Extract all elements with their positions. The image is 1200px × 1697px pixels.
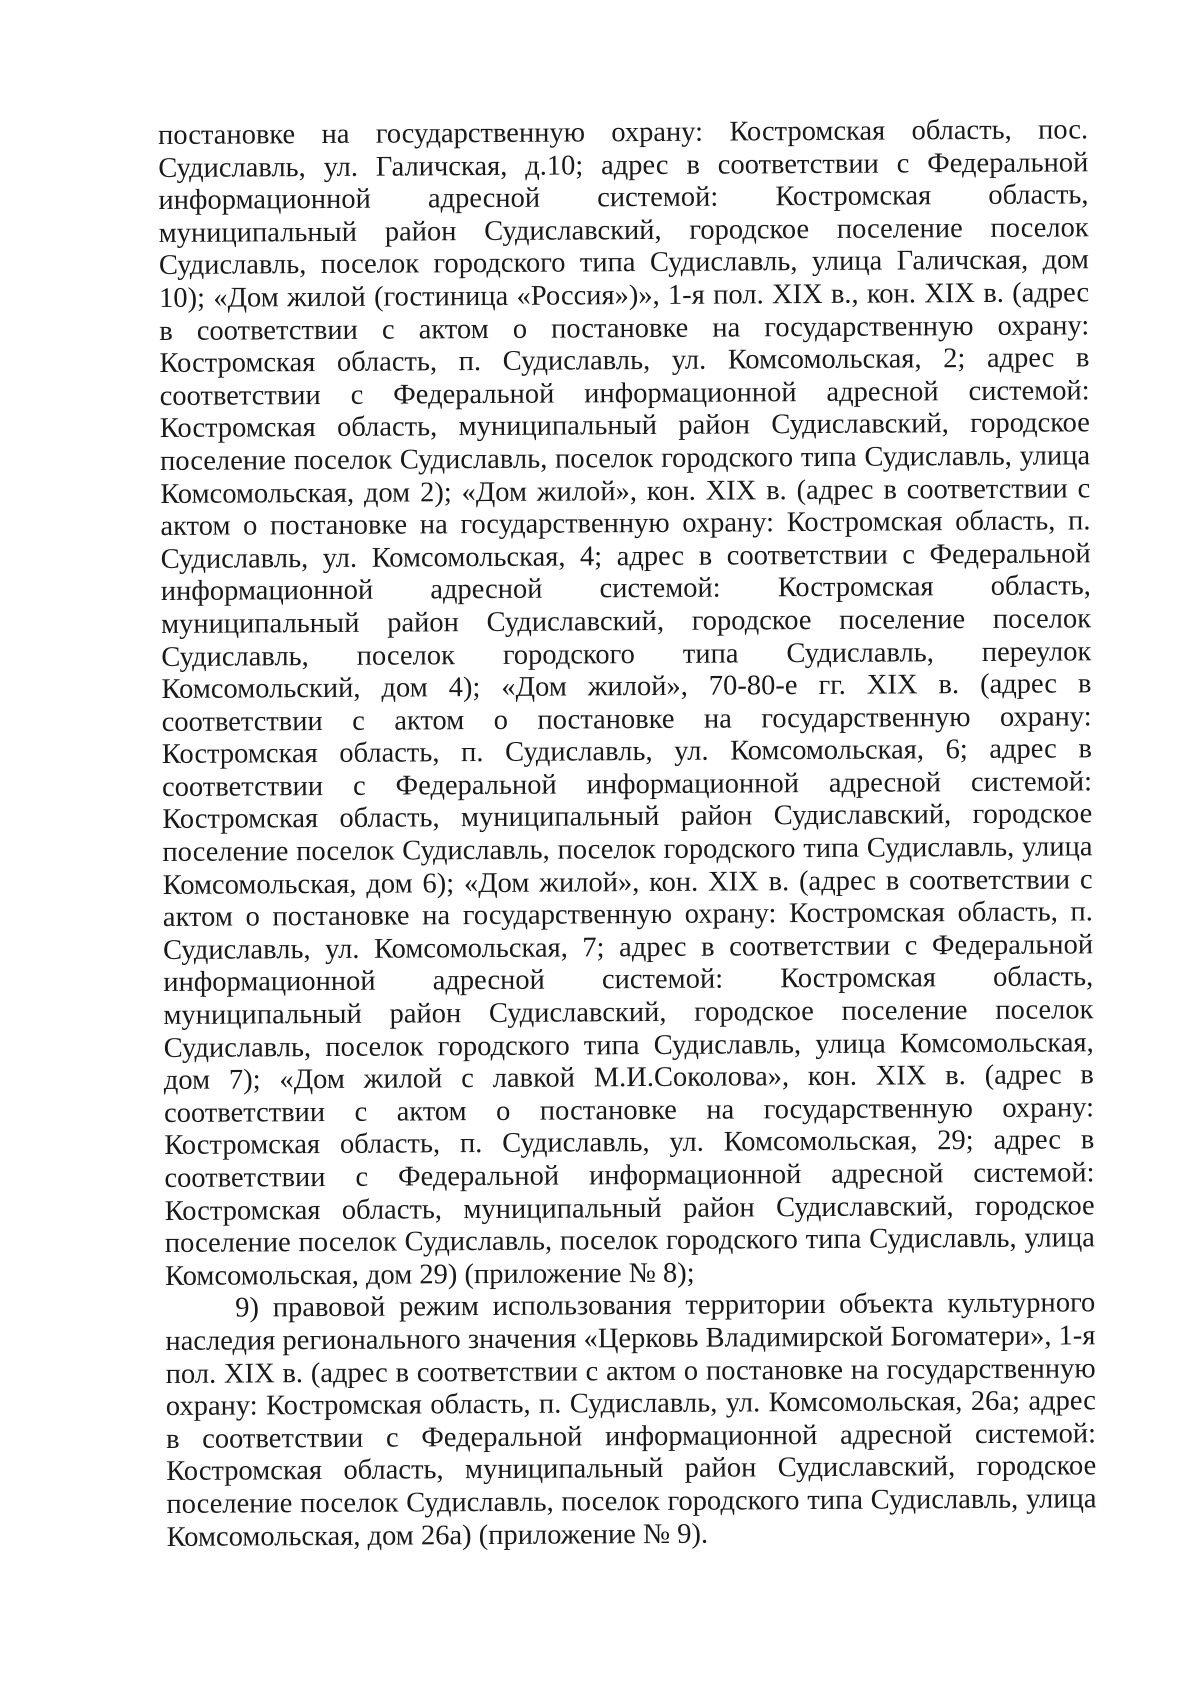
document-body bbox=[158, 114, 1097, 1554]
paragraph-item-9: 9) правовой режим использования территории объекта культурного наследия регионального значения «Церковь Владимирской Богоматери», 1-я пол. XIX в. (адрес в соответствии с актом о постановке на государственную охрану: Костромская область, п. Судиславль, ул. Комсомольская, 26а; адрес в соответствии с Федеральной информационной адресной системой: Костромская область, муниципальный район Судиславский, городское поселение поселок Судиславль, поселок городского типа Судиславль, улица Комсомольская, дом 26а) (приложение № 9). bbox=[165, 1287, 1097, 1553]
paragraph-continuation: постановке на государственную охрану: Костромская область, пос. Судиславль, ул. Галичская, д.10; адрес в соответствии с Федеральной информационной адресной системой: Костромская область, муниципальный район Судиславский, городское поселение поселок Судиславль, поселок городского типа Судиславль, улица Галичская, дом 10); «Дом жилой (гостиница «Россия»)», 1-я пол. XIX в., кон. XIX в. (адрес в соответствии с актом о постановке на государственную охрану: Костромская область, п. Судиславль, ул. Комсомольская, 2; адрес в соответствии с Федеральной информационной адресной системой: Костромская область, муниципальный район Судиславский, городское поселение поселок Судиславль, поселок городского типа Судиславль, улица Комсомольская, дом 2); «Дом жилой», кон. XIX в. (адрес в соответствии с актом о постановке на государственную охрану: Костромская область, п. Судиславль, ул. Комсомольская, 4; адрес в соответствии с Федеральной информационной адресной системой: Костромская область, муниципальный район Судиславский, городское поселение поселок Судиславль, поселок городского типа Судиславль, переулок Комсомольский, дом 4); «Дом жилой», 70-80-е гг. XIX в. (адрес в соответствии с актом о постановке на государственную охрану: Костромская область, п. Судиславль, ул. Комсомольская, 6; адрес в соответствии с Федеральной информационной адресной системой: Костромская область, муниципальный район Судиславский, городское поселение поселок Судиславль, поселок городского типа Судиславль, улица Комсомольская, дом 6); «Дом жилой», кон. XIX в. (адрес в соответствии с актом о постановке на государственную охрану: Костромская область, п. Судиславль, ул. Комсомольская, 7; адрес в соответствии с Федеральной информационной адресной системой: Костромская область, муниципальный район Судиславский, городское поселение поселок Судиславль, поселок городского типа Судиславль, улица Комсомольская, дом 7); «Дом жилой с лавкой М.И.Соколова», кон. XIX в. (адрес в соответствии с актом о постановке на государственную охрану: Костромская область, п. Судиславль, ул. Комсомольская, 29; адрес в соответствии с Федеральной информационной адресной системой: Костромская область, муниципальный район Судиславский, городское поселение поселок Судиславль, поселок городского типа Судиславль, улица Комсомольская, дом 29) (приложение № 8); bbox=[158, 114, 1095, 1292]
